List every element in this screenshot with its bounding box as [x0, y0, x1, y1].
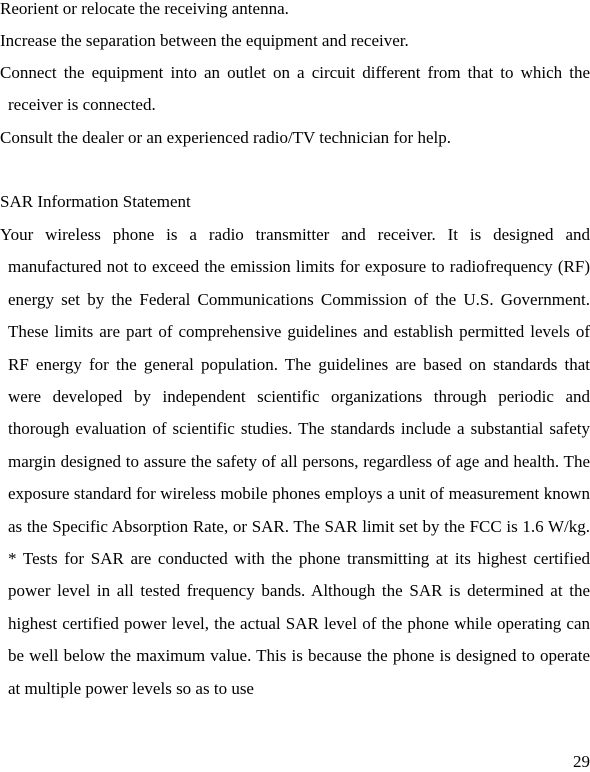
page-number: 29: [573, 752, 590, 771]
section-heading: SAR Information Statement: [0, 192, 191, 211]
fcc-list-item: Increase the separation between the equipment and receiver.: [0, 31, 409, 50]
fcc-list-item: Consult the dealer or an experienced radio/TV technician for help.: [0, 128, 451, 147]
fcc-list-item: Reorient or relocate the receiving antenna.: [0, 0, 289, 18]
sar-body-paragraph: Your wireless phone is a radio transmitter and receiver. It is designed and manufactured not to exceed the emission limits for exposure to radiofrequency (RF) energy set by the Federal Communications Commission of the U.S. Government. These limits are part of comprehensive guidelines and establish permitted levels of RF energy for the general population. The guidelines are based on standards that were developed by independent scientific organizations through periodic and thorough evaluation of scientific studies. The standards include a substantial safety margin designed to assure the safety of all persons, regardless of age and health. The exposure standard for wireless mobile phones employs a unit of measurement known as the Specific Absorption Rate, or SAR. The SAR limit set by the FCC is 1.6 W/kg. * Tests for SAR are conducted with the phone transmitting at its highest certified power level in all tested frequency bands. Although the SAR is determined at the highest certified power level, the actual SAR level of the phone while operating can be well below the maximum value. This is because the phone is designed to operate at multiple power levels so as to use: [0, 225, 590, 698]
fcc-list-item: Connect the equipment into an outlet on a circuit different from that to which the receiver is connected.: [0, 63, 590, 115]
